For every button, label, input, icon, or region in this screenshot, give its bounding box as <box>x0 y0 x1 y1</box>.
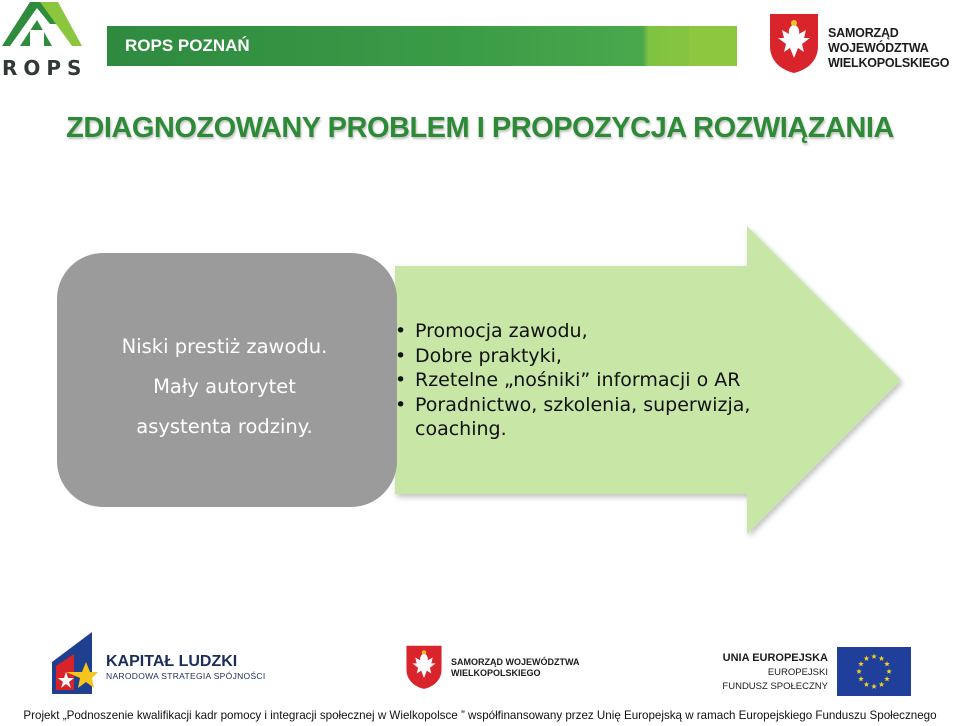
solution-item: • Rzetelne „nośniki” informacji o AR <box>395 368 795 393</box>
org-name-top <box>828 26 960 71</box>
rops-logo-text: ROPS <box>2 56 88 80</box>
eu-subtitle-1: EUROPEJSKI <box>767 667 828 678</box>
kapital-ludzki-logo-icon <box>52 632 98 694</box>
problem-line-1: Niski prestiż zawodu. <box>121 335 328 358</box>
coat-of-arms-icon <box>405 644 443 690</box>
kapital-ludzki-title: KAPITAŁ LUDZKI <box>106 653 238 670</box>
problem-line-3: asystenta rodziny. <box>136 415 313 438</box>
problem-line-2: Mały autorytet <box>153 375 296 398</box>
solution-item: • Poradnictwo, szkolenia, superwizja, coaching. <box>395 393 795 442</box>
header-bar-accent <box>689 26 737 66</box>
solution-list <box>395 319 795 442</box>
org-name-line2: WIELKOPOLSKIEGO <box>451 668 541 678</box>
slide-title: ZDIAGNOZOWANY PROBLEM I PROPOZYCJA ROZWIĄZANIA <box>66 112 894 144</box>
eu-subtitle-2: FUNDUSZ SPOŁECZNY <box>722 681 828 692</box>
problem-box <box>57 253 397 507</box>
eu-title: UNIA EUROPEJSKA <box>722 652 828 664</box>
header-bar-label: ROPS POZNAŃ <box>125 36 250 55</box>
eu-flag-icon <box>837 647 911 696</box>
solution-item: • Promocja zawodu, <box>395 319 795 344</box>
coat-of-arms-icon <box>768 12 820 74</box>
org-name-line1: SAMORZĄD WOJEWÓDZTWA <box>451 657 580 667</box>
problem-text <box>57 327 392 447</box>
project-footer-text: Projekt „Podnoszenie kwalifikacji kadr pomocy i integracji społecznej w Wielkopolsce ” współfinansowany przez Unię Europejską w ramach Europejskiego Funduszu Społecznego <box>23 709 937 722</box>
kapital-ludzki-subtitle: NARODOWA STRATEGIA SPÓJNOŚCI <box>106 671 266 681</box>
org-name-bottom <box>451 657 580 679</box>
org-name-line1: SAMORZĄD WOJEWÓDZTWA <box>828 26 929 55</box>
org-name-line2: WIELKOPOLSKIEGO <box>828 56 950 70</box>
header-bar <box>107 26 737 66</box>
solution-item: • Dobre praktyki, <box>395 344 795 369</box>
